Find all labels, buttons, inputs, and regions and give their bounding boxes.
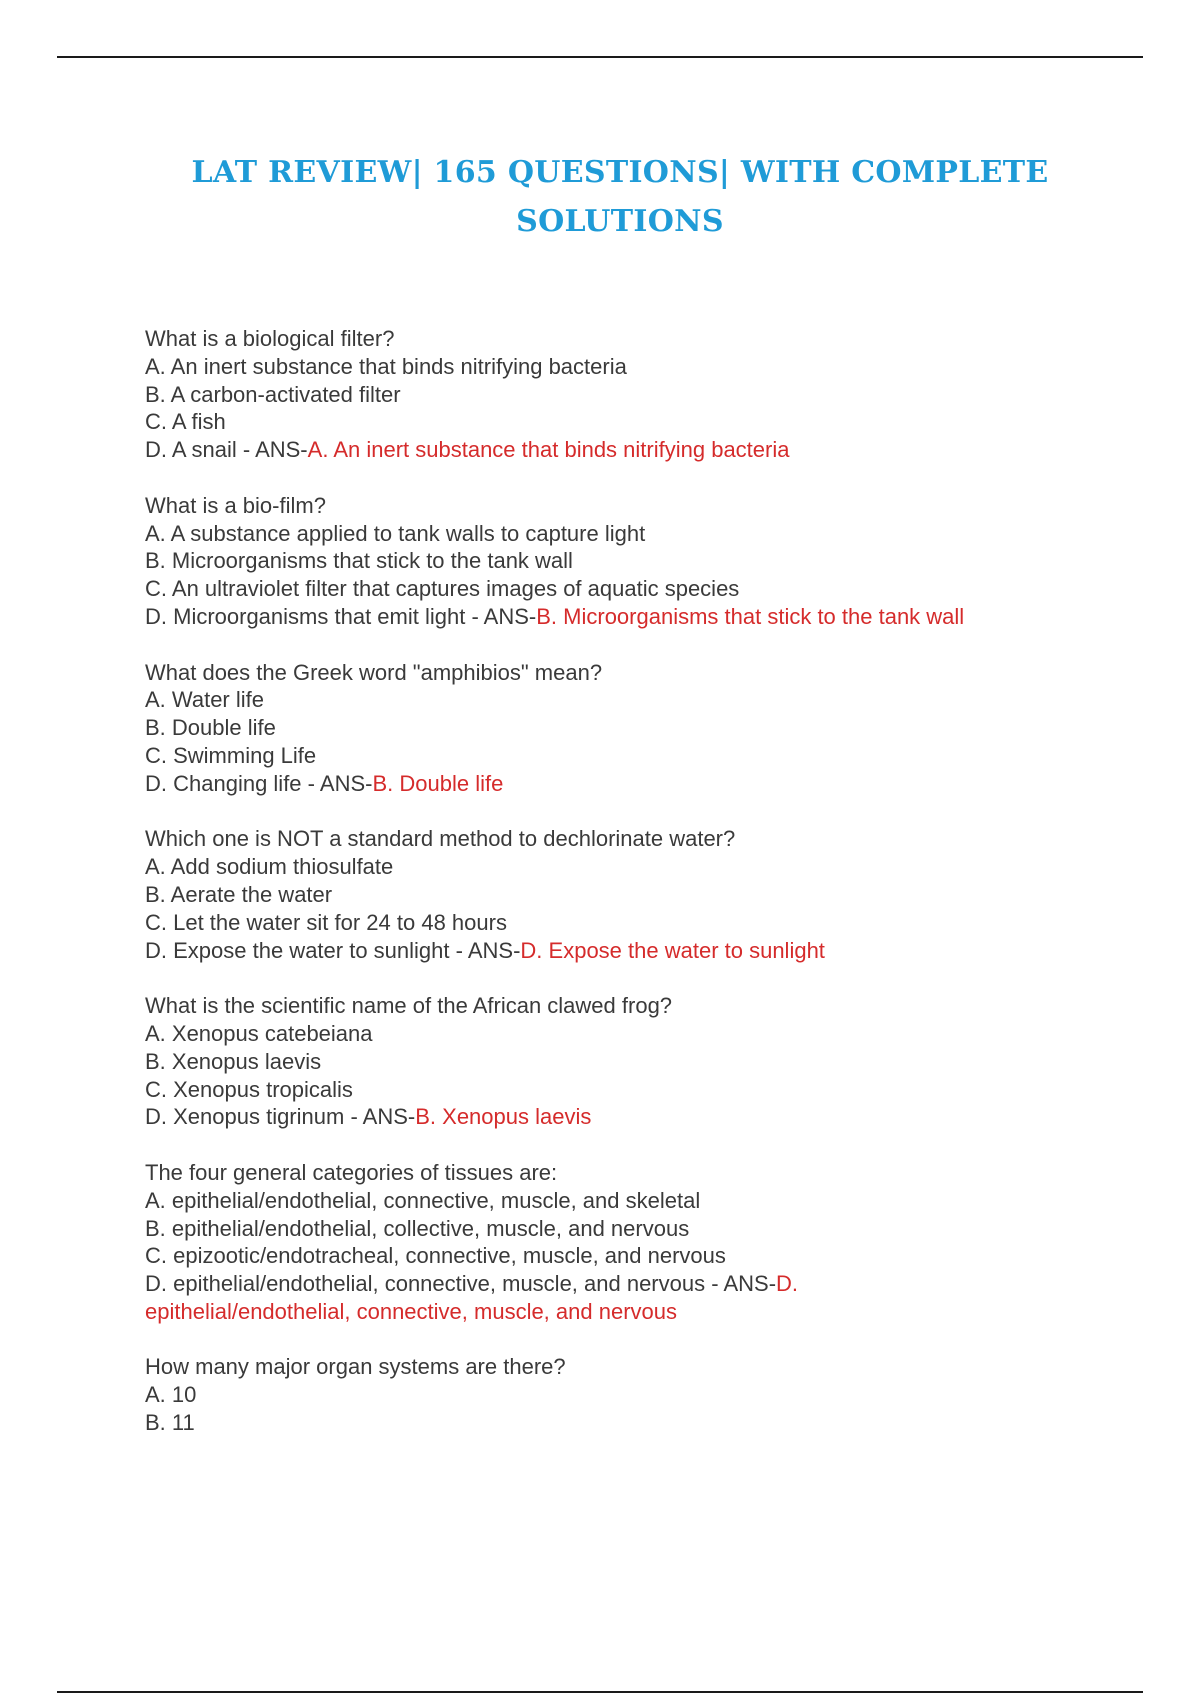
option-with-answer: [145, 436, 1145, 464]
answer-text: D. Expose the water to sunlight: [520, 937, 825, 963]
option: B. A carbon-activated filter: [145, 381, 401, 407]
question-block: [145, 659, 1145, 798]
question-list: [145, 325, 1145, 1465]
top-rule: [57, 56, 1143, 58]
option: D. Xenopus tigrinum: [145, 1104, 345, 1130]
option: C. epizootic/endotracheal, connective, muscle, and nervous: [145, 1243, 726, 1269]
option-with-answer: [145, 937, 1145, 965]
question-text: Which one is NOT a standard method to dechlorinate water?: [145, 826, 736, 852]
answer-prefix: - ANS-: [307, 770, 373, 796]
option: B. 11: [145, 1410, 195, 1436]
option: B. epithelial/endothelial, collective, muscle, and nervous: [145, 1215, 690, 1241]
answer-prefix: - ANS-: [471, 603, 537, 629]
answer-text: B. Xenopus laevis: [415, 1104, 592, 1130]
question-text: How many major organ systems are there?: [145, 1354, 566, 1380]
option: D. Expose the water to sunlight: [145, 937, 450, 963]
question-text: The four general categories of tissues are:: [145, 1159, 558, 1185]
option: A. Add sodium thiosulfate: [145, 854, 394, 880]
answer-prefix: - ANS-: [350, 1104, 416, 1130]
bottom-rule: [57, 1691, 1143, 1693]
question-block: [145, 1159, 1145, 1326]
option: A. 10: [145, 1382, 197, 1408]
option: A. epithelial/endothelial, connective, muscle, and skeletal: [145, 1187, 701, 1213]
question-block: [145, 325, 1145, 464]
option: A. An inert substance that binds nitrifying bacteria: [145, 353, 627, 379]
option: B. Aerate the water: [145, 881, 333, 907]
option: B. Double life: [145, 715, 276, 741]
answer-text: B. Double life: [372, 770, 504, 796]
option: D. Microorganisms that emit light: [145, 603, 466, 629]
document-title: LAT REVIEW| 165 QUESTIONS| WITH COMPLETE SOLUTIONS: [191, 155, 1049, 239]
option: D. A snail: [145, 437, 237, 463]
answer-text: A. An inert substance that binds nitrifying bacteria: [307, 437, 790, 463]
option-with-answer: [145, 1270, 1145, 1298]
option-with-answer: [145, 603, 1145, 631]
answer-text: B. Microorganisms that stick to the tank wall: [536, 603, 965, 629]
option: C. Swimming Life: [145, 742, 317, 768]
answer-prefix: - ANS-: [242, 437, 308, 463]
option: B. Xenopus laevis: [145, 1048, 322, 1074]
answer-prefix: - ANS-: [455, 937, 521, 963]
option-with-answer: [145, 1103, 1145, 1131]
option: D. Changing life: [145, 770, 302, 796]
question-text: What does the Greek word "amphibios" mean?: [145, 659, 603, 685]
question-block: [145, 1353, 1145, 1436]
question-block: [145, 492, 1145, 631]
answer-prefix: - ANS-: [711, 1271, 777, 1297]
answer-text-continued: epithelial/endothelial, connective, muscle, and nervous: [145, 1298, 677, 1324]
option: A. Water life: [145, 687, 264, 713]
option: C. An ultraviolet filter that captures images of aquatic species: [145, 576, 740, 602]
question-block: [145, 992, 1145, 1131]
answer-text: D.: [776, 1271, 799, 1297]
option: C. A fish: [145, 409, 226, 435]
option: C. Xenopus tropicalis: [145, 1076, 353, 1102]
question-text: What is a biological filter?: [145, 326, 395, 351]
option: D. epithelial/endothelial, connective, muscle, and nervous: [145, 1271, 706, 1297]
question-text: What is the scientific name of the African clawed frog?: [145, 993, 673, 1019]
option: C. Let the water sit for 24 to 48 hours: [145, 909, 507, 935]
option-with-answer: [145, 770, 1145, 798]
option: A. A substance applied to tank walls to capture light: [145, 520, 646, 546]
option: B. Microorganisms that stick to the tank wall: [145, 548, 573, 574]
question-text: What is a bio-film?: [145, 492, 326, 518]
option: A. Xenopus catebeiana: [145, 1020, 373, 1046]
question-block: [145, 825, 1145, 964]
